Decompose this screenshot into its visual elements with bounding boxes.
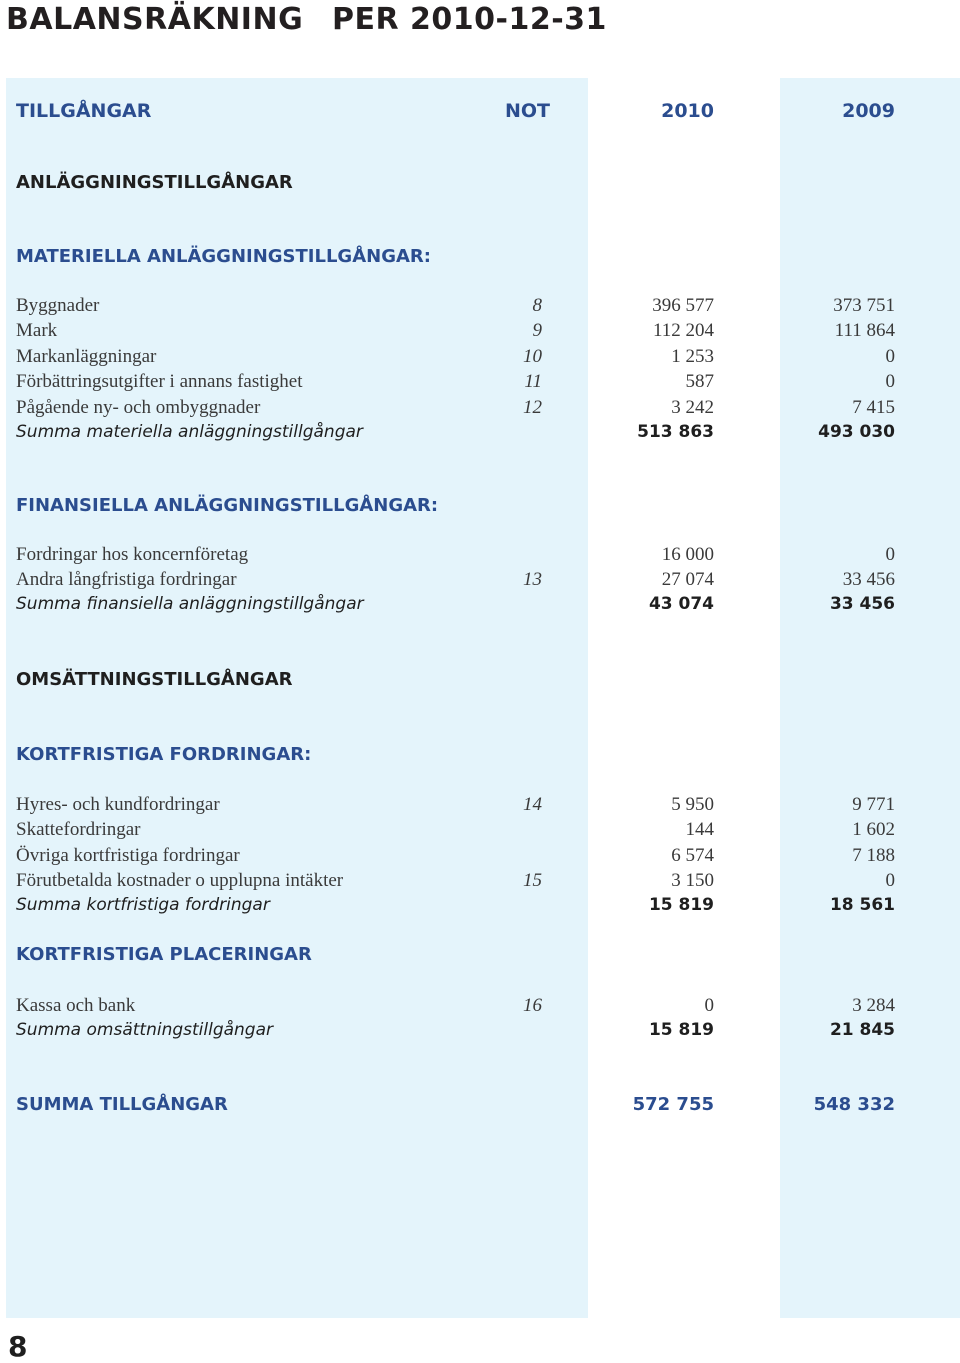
sum-label: Summa finansiella anläggningstillgångar — [16, 594, 364, 614]
subsection-heading: KORTFRISTIGA PLACERINGAR — [16, 944, 312, 965]
row-value-2009: 33 456 — [842, 569, 895, 590]
row-note: 12 — [523, 397, 542, 418]
row-value-2009: 0 — [885, 870, 895, 891]
row-value-2010: 6 574 — [671, 845, 714, 866]
row-value-2009: 373 751 — [833, 295, 895, 316]
row-label: Förbättringsutgifter i annans fastighet — [16, 371, 303, 392]
page-date-title: PER 2010-12-31 — [332, 2, 607, 37]
row-value-2010: 27 074 — [661, 569, 714, 590]
row-value-2009: 9 771 — [852, 794, 895, 815]
sum-value-2010: 43 074 — [648, 594, 714, 614]
row-note: 15 — [523, 870, 542, 891]
subsection-heading: MATERIELLA ANLÄGGNINGSTILLGÅNGAR: — [16, 246, 431, 267]
sum-label: Summa materiella anläggningstillgångar — [16, 422, 363, 442]
row-note: 9 — [532, 320, 542, 341]
row-value-2009: 111 864 — [834, 320, 895, 341]
row-value-2010: 0 — [704, 995, 714, 1016]
table-panel-right — [780, 78, 960, 1318]
sum-label: Summa kortfristiga fordringar — [16, 895, 270, 915]
row-value-2010: 396 577 — [652, 295, 714, 316]
row-label: Andra långfristiga fordringar — [16, 569, 237, 590]
sum-value-2010: 513 863 — [637, 422, 714, 442]
column-header-note: NOT — [504, 100, 550, 122]
row-label: Kassa och bank — [16, 995, 136, 1016]
row-value-2009: 7 415 — [852, 397, 895, 418]
row-value-2010: 587 — [685, 371, 714, 392]
row-value-2010: 3 150 — [671, 870, 714, 891]
row-value-2010: 112 204 — [652, 320, 714, 341]
row-label: Skattefordringar — [16, 819, 141, 840]
page-title: BALANSRÄKNING — [6, 2, 304, 37]
total-label: SUMMA TILLGÅNGAR — [16, 1094, 228, 1115]
row-note: 13 — [523, 569, 542, 590]
total-value-2009: 548 332 — [813, 1094, 895, 1115]
row-label: Pågående ny- och ombyggnader — [16, 397, 261, 418]
row-value-2009: 0 — [885, 346, 895, 367]
column-header-2009: 2009 — [842, 100, 895, 122]
row-value-2009: 0 — [885, 371, 895, 392]
row-label: Markanläggningar — [16, 346, 157, 367]
column-header-label: TILLGÅNGAR — [16, 100, 152, 122]
row-value-2010: 3 242 — [671, 397, 714, 418]
section-heading: OMSÄTTNINGSTILLGÅNGAR — [16, 669, 293, 690]
sum-value-2009: 493 030 — [818, 422, 895, 442]
row-value-2009: 0 — [885, 544, 895, 565]
row-label: Hyres- och kundfordringar — [16, 794, 220, 815]
row-value-2010: 144 — [685, 819, 714, 840]
row-value-2010: 1 253 — [671, 346, 714, 367]
sum-value-2009: 18 561 — [829, 895, 895, 915]
subsection-heading: KORTFRISTIGA FORDRINGAR: — [16, 744, 312, 765]
row-note: 8 — [532, 295, 542, 316]
row-note: 16 — [523, 995, 542, 1016]
section-heading: ANLÄGGNINGSTILLGÅNGAR — [16, 172, 293, 193]
row-label: Övriga kortfristiga fordringar — [16, 845, 240, 866]
column-header-2010: 2010 — [661, 100, 714, 122]
row-label: Byggnader — [16, 295, 100, 316]
row-value-2009: 1 602 — [852, 819, 895, 840]
sum-value-2010: 15 819 — [648, 1020, 714, 1040]
subsection-heading: FINANSIELLA ANLÄGGNINGSTILLGÅNGAR: — [16, 495, 439, 516]
sum-value-2010: 15 819 — [648, 895, 714, 915]
row-label: Mark — [16, 320, 58, 341]
row-note: 14 — [523, 794, 542, 815]
row-label: Fordringar hos koncernföretag — [16, 544, 249, 565]
row-note: 10 — [523, 346, 542, 367]
row-note: 11 — [524, 371, 542, 392]
page-number: 8 — [8, 1330, 28, 1363]
sum-label: Summa omsättningstillgångar — [16, 1020, 274, 1040]
row-value-2009: 7 188 — [852, 845, 895, 866]
sum-value-2009: 21 845 — [829, 1020, 895, 1040]
total-value-2010: 572 755 — [632, 1094, 714, 1115]
row-value-2010: 5 950 — [671, 794, 714, 815]
row-label: Förutbetalda kostnader o upplupna intäkter — [16, 870, 344, 891]
sum-value-2009: 33 456 — [829, 594, 895, 614]
row-value-2009: 3 284 — [852, 995, 895, 1016]
row-value-2010: 16 000 — [661, 544, 714, 565]
